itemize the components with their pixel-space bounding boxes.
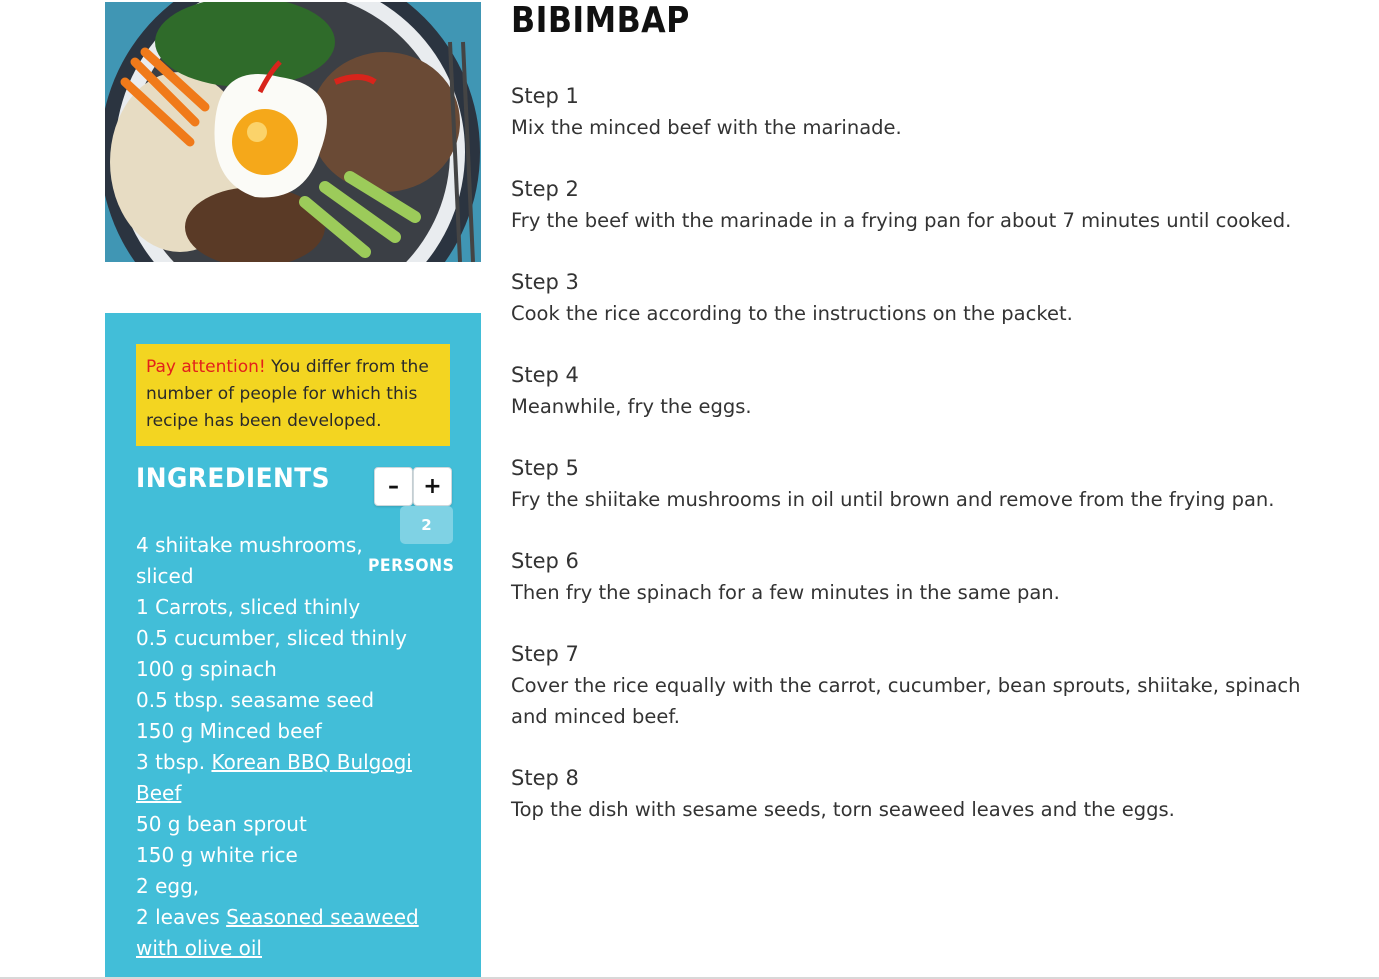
- step-item: [511, 640, 1301, 732]
- ingredient-item: 150 g white rice: [136, 843, 298, 867]
- step-item: [511, 454, 1301, 515]
- ingredients-title: INGREDIENTS: [136, 463, 331, 494]
- recipe-title: BIBIMBAP: [511, 0, 690, 41]
- step-text: Then fry the spinach for a few minutes in the same pan.: [511, 581, 1060, 604]
- persons-count: 2: [400, 506, 453, 544]
- step-text: Meanwhile, fry the eggs.: [511, 395, 752, 418]
- ingredient-item: 4 shiitake mushrooms, sliced: [136, 533, 363, 588]
- ingredient-list: [136, 530, 426, 964]
- ingredient-link-seaweed[interactable]: Seasoned seaweed with olive oil: [136, 905, 419, 960]
- increase-persons-button[interactable]: +: [413, 467, 452, 506]
- ingredient-item: 150 g Minced beef: [136, 719, 322, 743]
- step-label: Step 8: [511, 766, 579, 790]
- ingredient-item: 1 Carrots, sliced thinly: [136, 595, 361, 619]
- notice-warning: Pay attention!: [146, 357, 266, 377]
- decrease-persons-button[interactable]: –: [374, 467, 413, 506]
- step-item: [511, 361, 1301, 422]
- step-item: [511, 175, 1301, 236]
- step-text: Mix the minced beef with the marinade.: [511, 116, 902, 139]
- ingredient-item: 2 leaves Seasoned seaweed with olive oil: [136, 905, 419, 960]
- step-text: Cook the rice according to the instructions on the packet.: [511, 302, 1073, 325]
- step-label: Step 1: [511, 84, 579, 108]
- step-label: Step 5: [511, 456, 579, 480]
- step-item: [511, 82, 1301, 143]
- ingredient-link-bulgogi[interactable]: Korean BBQ Bulgogi Beef: [136, 750, 412, 805]
- step-item: [511, 268, 1301, 329]
- step-text: Cover the rice equally with the carrot, cucumber, bean sprouts, shiitake, spinach and minced beef.: [511, 674, 1301, 728]
- persons-label: PERSONS: [368, 556, 455, 576]
- step-item: [511, 764, 1301, 825]
- ingredient-item: 2 egg,: [136, 874, 200, 898]
- servings-notice: [136, 344, 450, 446]
- recipe-photo: [105, 2, 481, 262]
- ingredient-item: 100 g spinach: [136, 657, 277, 681]
- ingredient-item: 0.5 cucumber, sliced thinly: [136, 626, 407, 650]
- bibimbap-photo-icon: [105, 2, 481, 262]
- step-label: Step 7: [511, 642, 579, 666]
- step-text: Fry the shiitake mushrooms in oil until brown and remove from the frying pan.: [511, 488, 1275, 511]
- ingredients-panel: [105, 313, 481, 979]
- step-item: [511, 547, 1301, 608]
- step-label: Step 3: [511, 270, 579, 294]
- step-text: Fry the beef with the marinade in a frying pan for about 7 minutes until cooked.: [511, 209, 1292, 232]
- notice-message: You differ from the number of people for which this recipe has been developed.: [146, 357, 429, 431]
- step-label: Step 2: [511, 177, 579, 201]
- step-label: Step 4: [511, 363, 579, 387]
- ingredient-item: 3 tbsp. Korean BBQ Bulgogi Beef: [136, 750, 412, 805]
- step-label: Step 6: [511, 549, 579, 573]
- ingredient-item: 0.5 tbsp. seasame seed: [136, 688, 375, 712]
- ingredient-item: 50 g bean sprout: [136, 812, 307, 836]
- step-text: Top the dish with sesame seeds, torn seaweed leaves and the eggs.: [511, 798, 1175, 821]
